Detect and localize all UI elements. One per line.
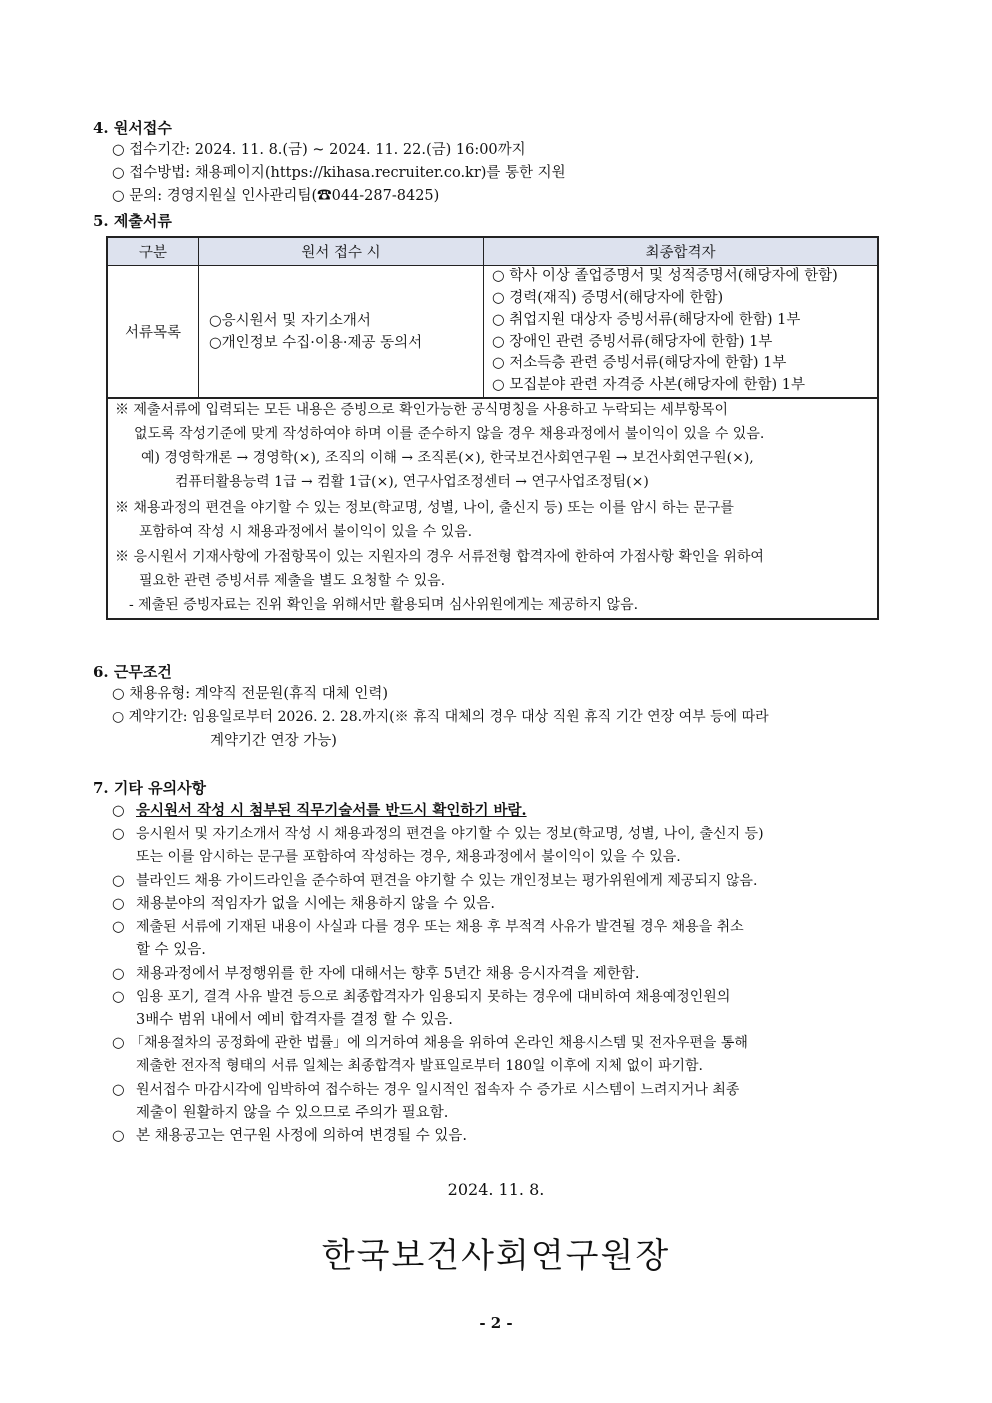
section-7-item: 제출이 원활하지 않을 수 있으므로 주의가 필요함. [136, 1105, 449, 1121]
header-category: 구분 [107, 237, 199, 266]
section-7-bullet: ○ [112, 826, 125, 842]
section-7-bullet: ○ [112, 896, 125, 912]
section-7-bullet: ○ [112, 803, 125, 819]
note-line: 포함하여 작성 시 채용과정에서 불이익이 있을 수 있음. [139, 524, 473, 540]
section-5-title: 5. 제출서류 [93, 212, 172, 230]
section-7-item: 채용분야의 적임자가 없을 시에는 채용하지 않을 수 있음. [136, 896, 496, 912]
section-7-item: 제출한 전자적 형태의 서류 일체는 최종합격자 발표일로부터 180일 이후에 지체 없이 파기함. [136, 1058, 703, 1074]
final-item: ○ 모집분야 관련 자격증 사본(해당자에 한함) 1부 [492, 377, 805, 394]
section-4-item: ○ 접수방법: 채용페이지(https://kihasa.recruiter.co.kr)를 통한 지원 [112, 165, 566, 181]
section-6-item: 계약기간 연장 가능) [210, 733, 337, 749]
section-6-title: 6. 근무조건 [93, 663, 172, 681]
final-item: ○ 경력(재직) 증명서(해당자에 한함) [492, 289, 724, 306]
at-application-item: ○응시원서 및 자기소개서 [209, 312, 371, 329]
section-7-bullet: ○ [112, 919, 125, 935]
section-4-title: 4. 원서접수 [93, 119, 172, 137]
header-final: 최종합격자 [484, 237, 879, 266]
section-7-bullet: ○ [112, 1128, 125, 1144]
section-4-item: ○ 문의: 경영지원실 인사관리팀(☎044-287-8425) [112, 188, 440, 204]
section-6-item: ○ 채용유형: 계약직 전문원(휴직 대체 인력) [112, 686, 389, 702]
section-7-item: 응시원서 및 자기소개서 작성 시 채용과정의 편견을 야기할 수 있는 정보(학교명, 성별, 나이, 출신지 등) [136, 826, 764, 842]
section-7-title: 7. 기타 유의사항 [93, 779, 207, 797]
section-7-bullet: ○ [112, 873, 125, 889]
note-line: - 제출된 증빙자료는 진위 확인을 위해서만 활용되며 심사위원에게는 제공하지 않음. [129, 597, 639, 613]
final-item: ○ 장애인 관련 증빙서류(해당자에 한함) 1부 [492, 333, 773, 350]
final-item: ○ 학사 이상 졸업증명서 및 성적증명서(해당자에 한함) [492, 268, 838, 285]
issuer-name: 한국보건사회연구원장 [321, 1236, 671, 1276]
note-line: ※ 채용과정의 편견을 야기할 수 있는 정보(학교명, 성별, 나이, 출신지 등) 또는 이를 암시 하는 문구를 [115, 500, 734, 516]
section-7-item: 본 채용공고는 연구원 사정에 의하여 변경될 수 있음. [136, 1128, 468, 1144]
note-line: 컴퓨터활용능력 1급 → 컴활 1급(×), 연구사업조정센터 → 연구사업조정팀(×) [175, 474, 649, 490]
final-item: ○ 취업지원 대상자 증빙서류(해당자에 한함) 1부 [492, 311, 801, 328]
section-7-item: 또는 이를 암시하는 문구를 포함하여 작성하는 경우, 채용과정에서 불이익이 있을 수 있음. [136, 849, 681, 865]
section-7-item: 「채용절차의 공정화에 관한 법률」에 의거하여 채용을 위하여 온라인 채용시스템 및 전자우편을 통해 [130, 1035, 748, 1051]
page-number: - 2 - [479, 1314, 513, 1332]
section-7-item: 원서접수 마감시각에 임박하여 접수하는 경우 일시적인 접속자 수 증가로 시스템이 느려지거나 최종 [136, 1082, 740, 1098]
section-7-item-emphasis: 응시원서 작성 시 첨부된 직무기술서를 반드시 확인하기 바람. [136, 802, 527, 819]
section-7-bullet: ○ [112, 989, 125, 1005]
at-application-item: ○개인정보 수집·이용·제공 동의서 [209, 334, 423, 351]
note-line: 없도록 작성기준에 맞게 작성하여야 하며 이를 준수하지 않을 경우 채용과정에서 불이익이 있을 수 있음. [134, 426, 765, 442]
final-cell [484, 266, 879, 399]
row-label: 서류목록 [107, 266, 199, 399]
section-7-item: 채용과정에서 부정행위를 한 자에 대해서는 향후 5년간 채용 응시자격을 제한함. [136, 966, 640, 982]
note-line: ※ 응시원서 기재사항에 가점항목이 있는 지원자의 경우 서류전형 합격자에 한하여 가점사항 확인을 위하여 [115, 549, 764, 565]
note-line: ※ 제출서류에 입력되는 모든 내용은 증빙으로 확인가능한 공식명칭을 사용하고 누락되는 세부항목이 [115, 402, 728, 418]
documents-table [106, 236, 879, 399]
section-7-item: 3배수 범위 내에서 예비 합격자를 결정 할 수 있음. [136, 1012, 453, 1028]
section-7-bullet: ○ [112, 966, 125, 982]
at-application-cell [199, 266, 484, 399]
note-line: 필요한 관련 증빙서류 제출을 별도 요청할 수 있음. [139, 573, 446, 589]
issue-date: 2024. 11. 8. [447, 1180, 545, 1199]
section-7-bullet: ○ [112, 1035, 125, 1051]
header-at-application: 원서 접수 시 [199, 237, 484, 266]
note-line: 예) 경영학개론 → 경영학(×), 조직의 이해 → 조직론(×), 한국보건사회연구원 → 보건사회연구원(×), [141, 450, 754, 466]
section-7-item: 할 수 있음. [136, 942, 206, 958]
section-4-item: ○ 접수기간: 2024. 11. 8.(금) ~ 2024. 11. 22.(금) 16:00까지 [112, 142, 526, 158]
section-7-bullet: ○ [112, 1082, 125, 1098]
section-7-item: 제출된 서류에 기재된 내용이 사실과 다를 경우 또는 채용 후 부적격 사유가 발견될 경우 채용을 취소 [136, 919, 744, 935]
section-7-item: 블라인드 채용 가이드라인을 준수하여 편견을 야기할 수 있는 개인정보는 평가위원에게 제공되지 않음. [136, 873, 758, 889]
section-6-item: ○ 계약기간: 임용일로부터 2026. 2. 28.까지(※ 휴직 대체의 경우 대상 직원 휴직 기간 연장 여부 등에 따라 [112, 709, 769, 725]
final-item: ○ 저소득층 관련 증빙서류(해당자에 한함) 1부 [492, 355, 787, 372]
section-7-item: 임용 포기, 결격 사유 발견 등으로 최종합격자가 임용되지 못하는 경우에 대비하여 채용예정인원의 [136, 989, 731, 1005]
